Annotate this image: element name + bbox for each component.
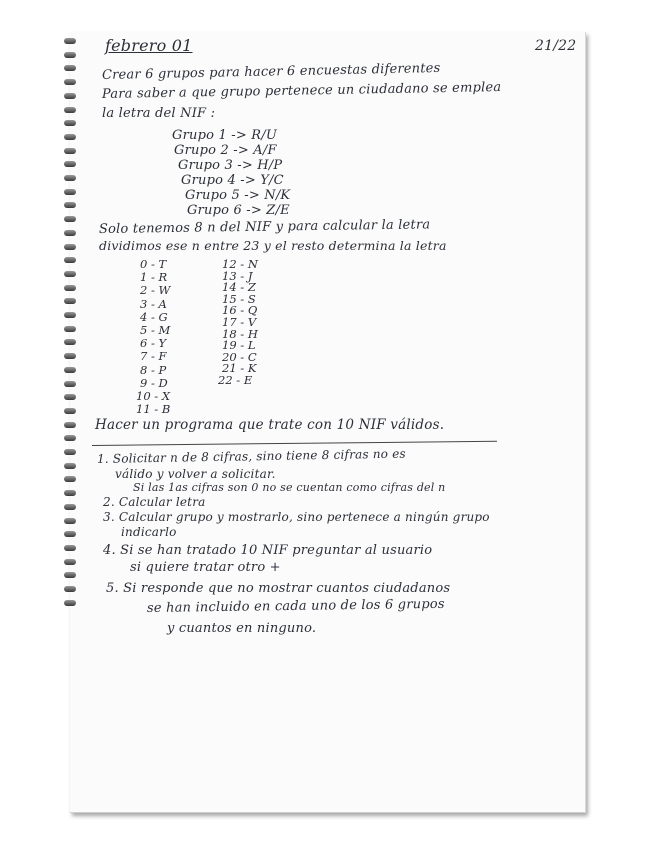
group-1: Grupo 1 -> R/U [172, 128, 277, 143]
binding-ring [64, 134, 76, 140]
binding-ring [64, 52, 76, 58]
spiral-binding [64, 38, 78, 613]
binding-ring [64, 435, 76, 441]
binding-ring [64, 244, 76, 250]
letter-entry: 9 - D [140, 375, 168, 390]
binding-ring [64, 38, 76, 44]
letter-entry: 8 - P [140, 362, 167, 377]
binding-ring [64, 572, 76, 578]
letter-entry: 22 - E [218, 373, 253, 387]
letter-entry: 12 - N [222, 257, 258, 271]
binding-ring [64, 120, 76, 126]
letter-entry: 10 - X [136, 389, 171, 403]
group-2: Grupo 2 -> A/F [174, 143, 277, 158]
letter-entry: 18 - H [222, 326, 258, 341]
letter-entry: 15 - S [222, 291, 256, 306]
binding-ring [64, 490, 76, 496]
binding-ring [64, 189, 76, 195]
binding-ring [64, 175, 76, 181]
binding-ring [64, 367, 76, 373]
binding-ring [64, 93, 76, 99]
letter-entry: 11 - B [136, 402, 171, 417]
intro-line-1: Crear 6 grupos para hacer 6 encuestas diferentes [101, 60, 441, 83]
letter-entry: 13 - J [222, 268, 253, 283]
group-5: Grupo 5 -> N/K [185, 188, 291, 203]
letter-entry: 1 - R [140, 270, 168, 285]
group-3: Grupo 3 -> H/P [178, 158, 283, 173]
intro-line-3: la letra del NIF : [102, 106, 216, 121]
binding-ring [64, 298, 76, 304]
explanation-line-2: dividimos ese n entre 23 y el resto determina la letra [99, 238, 447, 253]
step-4-line-1: 4. Si se han tratado 10 NIF preguntar al usuario [103, 543, 433, 558]
step-1-line-3: Si las 1as cifras son 0 no se cuentan como cifras del n [133, 481, 446, 494]
binding-ring [64, 65, 76, 71]
binding-ring [64, 531, 76, 537]
step-4-line-2: si quiere tratar otro + [130, 560, 281, 575]
letter-entry: 5 - M [140, 323, 171, 337]
binding-ring [64, 216, 76, 222]
letter-entry: 21 - K [222, 361, 257, 376]
binding-ring [64, 463, 76, 469]
binding-ring [64, 394, 76, 400]
step-1-line-1: 1. Solicitar n de 8 cifras, sino tiene 8 cifras no es [96, 446, 406, 466]
step-1-line-2: válido y volver a solicitar. [115, 467, 276, 481]
explanation-line-1: Solo tenemos 8 n del NIF y para calcular la letra [98, 217, 431, 237]
letter-entry: 14 - Z [222, 280, 256, 295]
binding-ring [64, 600, 76, 606]
step-3-line-2: indicarlo [121, 525, 177, 539]
binding-ring [64, 518, 76, 524]
task-statement: Hacer un programa que trate con 10 NIF válidos. [95, 417, 445, 433]
letter-entry: 19 - L [222, 338, 256, 353]
binding-ring [64, 449, 76, 455]
binding-ring [64, 408, 76, 414]
page-title: febrero 01 [105, 36, 193, 55]
binding-ring [64, 230, 76, 236]
letter-entry: 17 - V [222, 315, 257, 329]
letter-entry: 6 - Y [140, 336, 167, 351]
binding-ring [64, 586, 76, 592]
binding-ring [64, 339, 76, 345]
binding-ring [64, 79, 76, 85]
binding-ring [64, 161, 76, 167]
binding-ring [64, 559, 76, 565]
page-date: 21/22 [535, 38, 577, 54]
group-4: Grupo 4 -> Y/C [181, 173, 284, 188]
binding-ring [64, 381, 76, 387]
step-5-line-1: 5. Si responde que no mostrar cuantos ciudadanos [106, 581, 451, 596]
binding-ring [64, 271, 76, 277]
step-5-line-2: se han incluido en cada uno de los 6 grupos [146, 596, 445, 616]
binding-ring [64, 422, 76, 428]
binding-ring [64, 476, 76, 482]
letter-entry: 20 - C [222, 349, 257, 364]
letter-entry: 0 - T [140, 257, 167, 271]
letter-entry: 16 - Q [222, 303, 258, 318]
step-5-line-3: y cuantos en ninguno. [167, 621, 317, 636]
binding-ring [64, 312, 76, 318]
binding-ring [64, 504, 76, 510]
step-2: 2. Calcular letra [103, 495, 206, 509]
binding-ring [64, 148, 76, 154]
intro-line-2: Para saber a que grupo pertenece un ciudadano se emplea [101, 80, 502, 102]
group-6: Grupo 6 -> Z/E [187, 203, 290, 218]
binding-ring [64, 107, 76, 113]
letter-entry: 7 - F [140, 349, 167, 364]
binding-ring [64, 285, 76, 291]
binding-ring [64, 326, 76, 332]
binding-ring [64, 257, 76, 263]
letter-entry: 3 - A [140, 296, 167, 311]
binding-ring [64, 545, 76, 551]
binding-ring [64, 202, 76, 208]
letter-entry: 2 - W [140, 283, 171, 298]
binding-ring [64, 353, 76, 359]
step-3-line-1: 3. Calcular grupo y mostrarlo, sino pertenece a ningún grupo [103, 510, 490, 524]
letter-entry: 4 - G [140, 309, 168, 324]
